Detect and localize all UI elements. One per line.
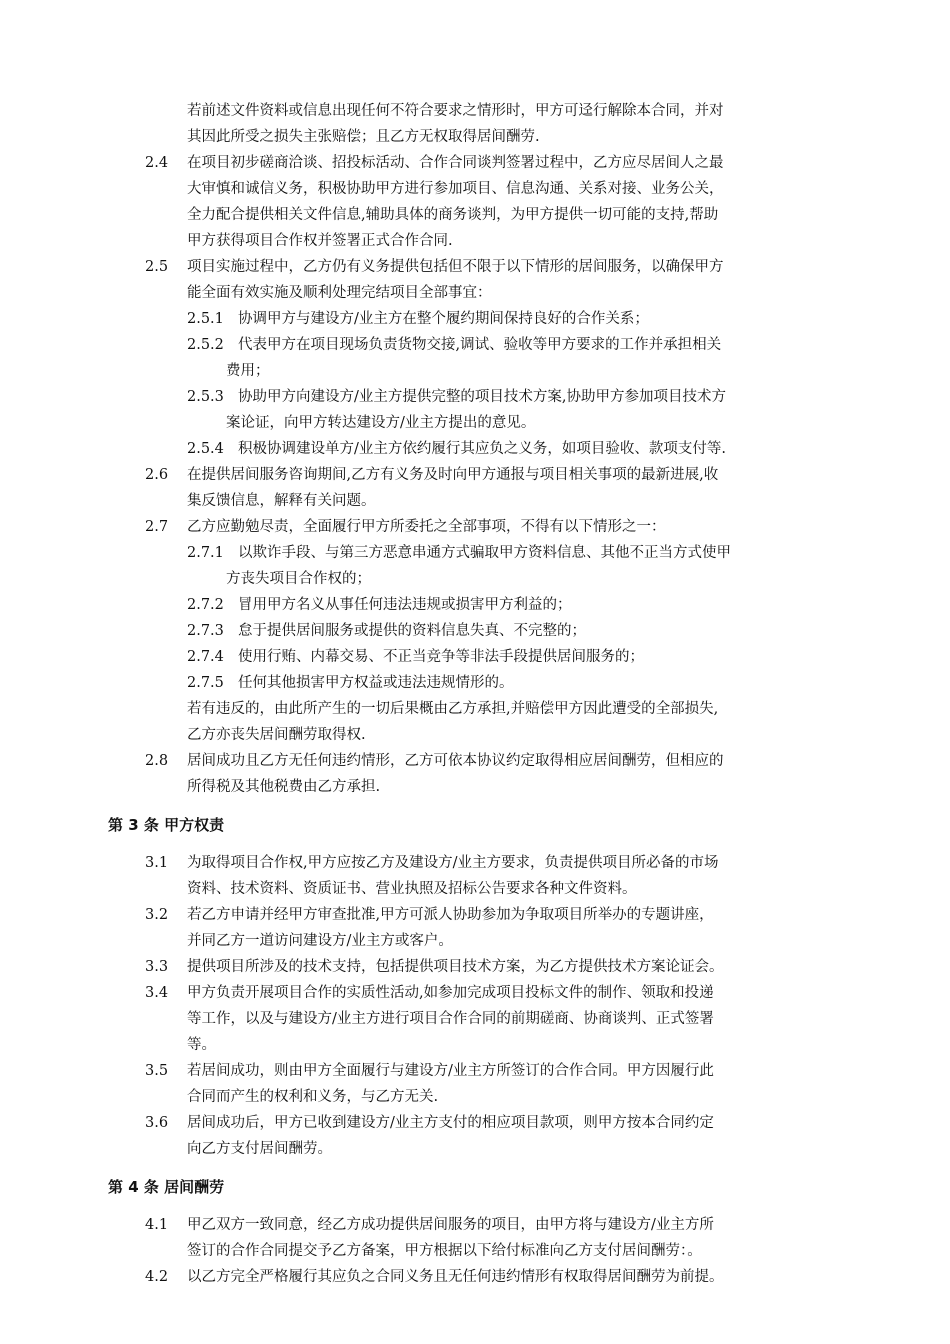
clause-text-line: 代表甲方在项目现场负责货物交接,调试、验收等甲方要求的工作并承担相关 (238, 337, 722, 353)
subclause-number: 2.7.1 (187, 545, 224, 561)
clause-number: 2.5 (145, 259, 169, 275)
clause-text-line: 乙方应勤勉尽责，全面履行甲方所委托之全部事项，不得有以下情形之一： (187, 519, 666, 535)
clause-number: 4.2 (145, 1269, 169, 1285)
clause-text-line: 合同而产生的权利和义务，与乙方无关. (187, 1089, 439, 1105)
clause-text-line: 在项目初步磋商洽谈、招投标活动、合作合同谈判签署过程中，乙方应尽居间人之最 (187, 155, 724, 171)
clause-text-line: 等工作，以及与建设方/业主方进行项目合作合同的前期磋商、协商谈判、正式签署 (187, 1011, 714, 1027)
subclause-number: 2.7.2 (187, 597, 224, 613)
subclause-number: 2.5.4 (187, 441, 224, 457)
clause-text-line: 积极协调建设单方/业主方依约履行其应负之义务，如项目验收、款项支付等. (238, 441, 726, 457)
clause-text-line: 协调甲方与建设方/业主方在整个履约期间保持良好的合作关系； (238, 311, 649, 327)
clause-text-line: 向乙方支付居间酬劳。 (187, 1141, 332, 1157)
clause-text-line: 全力配合提供相关文件信息,辅助具体的商务谈判，为甲方提供一切可能的支持,帮助 (187, 207, 719, 223)
clause-text-line: 怠于提供居间服务或提供的资料信息失真、不完整的； (238, 623, 586, 639)
clause-text-line: 项目实施过程中，乙方仍有义务提供包括但不限于以下情形的居间服务，以确保甲方 (187, 259, 724, 275)
clause-text-line: 并同乙方一道访问建设方/业主方或客户。 (187, 933, 453, 949)
clause-number: 3.4 (145, 985, 169, 1001)
subclause-number: 2.5.2 (187, 337, 224, 353)
clause-number: 3.3 (145, 959, 169, 975)
article-heading: 第 4 条 居间酬劳 (108, 1178, 225, 1196)
clause-text-line: 居间成功后，甲方已收到建设方/业主方支付的相应项目款项，则甲方按本合同约定 (187, 1115, 714, 1131)
clause-text-line: 其因此所受之损失主张赔偿；且乙方无权取得居间酬劳. (187, 129, 540, 145)
subclause-number: 2.5.1 (187, 311, 224, 327)
clause-text-line: 甲乙双方一致同意，经乙方成功提供居间服务的项目，由甲方将与建设方/业主方所 (187, 1217, 714, 1233)
clause-text-line: 为取得项目合作权,甲方应按乙方及建设方/业主方要求，负责提供项目所必备的市场 (187, 855, 719, 871)
article-heading: 第 3 条 甲方权责 (108, 816, 225, 834)
clause-text-line: 提供项目所涉及的技术支持，包括提供项目技术方案，为乙方提供技术方案论证会。 (187, 959, 724, 975)
clause-number: 2.7 (145, 519, 169, 535)
subclause-number: 2.7.4 (187, 649, 224, 665)
clause-text-line: 能全面有效实施及顺利处理完结项目全部事宜： (187, 285, 492, 301)
clause-text-line: 甲方获得项目合作权并签署正式合作合同. (187, 233, 453, 249)
clause-text-line: 大审慎和诚信义务，积极协助甲方进行参加项目、信息沟通、关系对接、业务公关， (187, 181, 724, 197)
clause-number: 3.2 (145, 907, 169, 923)
clause-number: 2.6 (145, 467, 169, 483)
clause-text-line: 等。 (187, 1037, 216, 1053)
clause-number: 3.5 (145, 1063, 169, 1079)
clause-text-line: 案论证，向甲方转达建设方/业主方提出的意见。 (226, 415, 536, 431)
clause-number: 3.1 (145, 855, 169, 871)
clause-text-line: 费用； (226, 363, 270, 379)
subclause-number: 2.5.3 (187, 389, 224, 405)
clause-text-line: 若前述文件资料或信息出现任何不符合要求之情形时，甲方可迳行解除本合同，并对 (187, 103, 724, 119)
clause-text-line: 资料、技术资料、资质证书、营业执照及招标公告要求各种文件资料。 (187, 881, 637, 897)
subclause-number: 2.7.5 (187, 675, 224, 691)
clause-text-line: 甲方负责开展项目合作的实质性活动,如参加完成项目投标文件的制作、领取和投递 (187, 985, 714, 1001)
clause-text-line: 以乙方完全严格履行其应负之合同义务且无任何违约情形有权取得居间酬劳为前提。 (187, 1269, 724, 1285)
clause-text-line: 若居间成功，则由甲方全面履行与建设方/业主方所签订的合作合同。甲方因履行此 (187, 1063, 714, 1079)
clause-text-line: 乙方亦丧失居间酬劳取得权. (187, 727, 366, 743)
clause-number: 2.8 (145, 753, 169, 769)
clause-number: 3.6 (145, 1115, 169, 1131)
clause-text-line: 以欺诈手段、与第三方恶意串通方式骗取甲方资料信息、其他不正当方式使甲 (238, 545, 731, 561)
clause-text-line: 任何其他损害甲方权益或违法违规情形的。 (238, 675, 514, 691)
clause-text-line: 协助甲方向建设方/业主方提供完整的项目技术方案,协助甲方参加项目技术方 (238, 389, 726, 405)
clause-text-line: 方丧失项目合作权的； (226, 571, 371, 587)
clause-text-line: 若乙方申请并经甲方审查批准,甲方可派人协助参加为争取项目所举办的专题讲座， (187, 907, 714, 923)
clause-number: 4.1 (145, 1217, 169, 1233)
clause-text-line: 在提供居间服务咨询期间,乙方有义务及时向甲方通报与项目相关事项的最新进展,收 (187, 467, 719, 483)
subclause-number: 2.7.3 (187, 623, 224, 639)
clause-text-line: 使用行贿、内幕交易、不正当竞争等非法手段提供居间服务的； (238, 649, 644, 665)
clause-number: 2.4 (145, 155, 169, 171)
clause-text-line: 冒用甲方名义从事任何违法违规或损害甲方利益的； (238, 597, 572, 613)
clause-text-line: 签订的合作合同提交予乙方备案，甲方根据以下给付标准向乙方支付居间酬劳：。 (187, 1243, 702, 1259)
clause-text-line: 所得税及其他税费由乙方承担. (187, 779, 381, 795)
clause-text-line: 居间成功且乙方无任何违约情形，乙方可依本协议约定取得相应居间酬劳，但相应的 (187, 753, 724, 769)
clause-text-line: 若有违反的，由此所产生的一切后果概由乙方承担,并赔偿甲方因此遭受的全部损失, (187, 701, 719, 717)
clause-text-line: 集反馈信息，解释有关问题。 (187, 493, 376, 509)
